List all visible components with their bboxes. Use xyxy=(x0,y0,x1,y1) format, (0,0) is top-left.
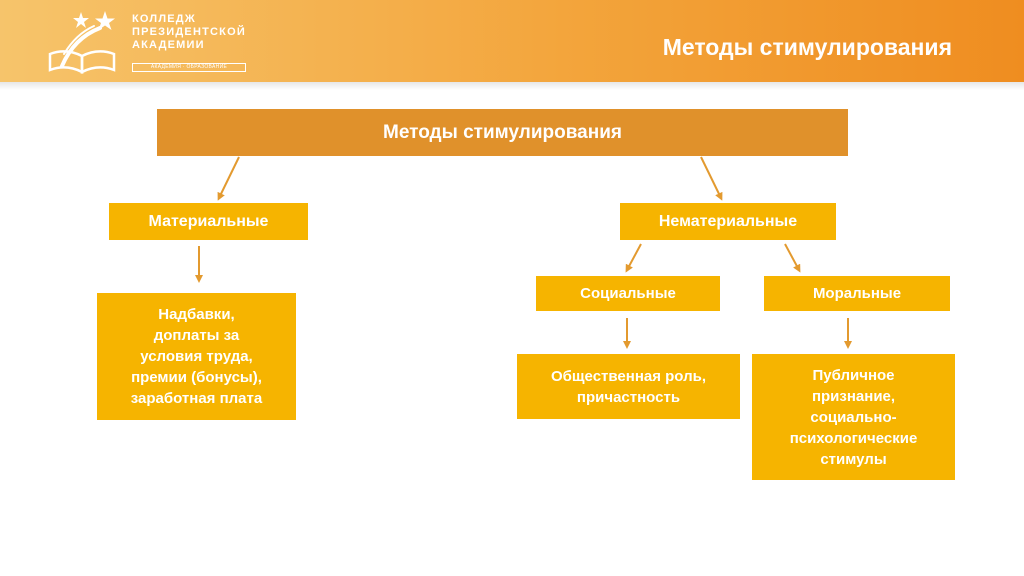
logo-line-2: ПРЕЗИДЕНТСКОЙ xyxy=(132,26,246,38)
moral-node-label: Моральные xyxy=(812,285,902,302)
social-detail-node xyxy=(517,354,740,419)
arrow-root-to-material xyxy=(219,157,239,198)
nonmaterial-node-label: Нематериальные xyxy=(658,212,798,230)
arrow-nonmaterial-to-moral xyxy=(785,244,799,270)
social-detail-text: Общественная роль, причастность xyxy=(550,367,707,406)
logo-tagline: АКАДЕМИЯ · ОБРАЗОВАНИЕ xyxy=(132,63,246,72)
moral-node xyxy=(764,276,950,311)
logo-line-1: КОЛЛЕДЖ xyxy=(132,13,196,25)
arrow-root-to-nonmaterial xyxy=(701,157,721,198)
material-detail-node xyxy=(97,293,296,420)
nonmaterial-node xyxy=(620,203,836,240)
root-node-label: Методы стимулирования xyxy=(383,121,622,143)
root-node xyxy=(157,109,848,156)
logo-line-3: АКАДЕМИИ xyxy=(132,39,205,51)
material-node-label: Материальные xyxy=(148,212,269,230)
material-node xyxy=(109,203,308,240)
arrow-nonmaterial-to-social xyxy=(627,244,641,270)
moral-detail-text: Публичное признание, социально- психологические стимулы xyxy=(789,366,918,468)
material-detail-text: Надбавки, доплаты за условия труда, премии (бонусы), заработная плата xyxy=(130,306,263,407)
social-node xyxy=(536,276,720,311)
moral-detail-node xyxy=(752,354,955,480)
page-title: Методы стимулирования xyxy=(662,34,952,60)
social-node-label: Социальные xyxy=(580,285,676,302)
